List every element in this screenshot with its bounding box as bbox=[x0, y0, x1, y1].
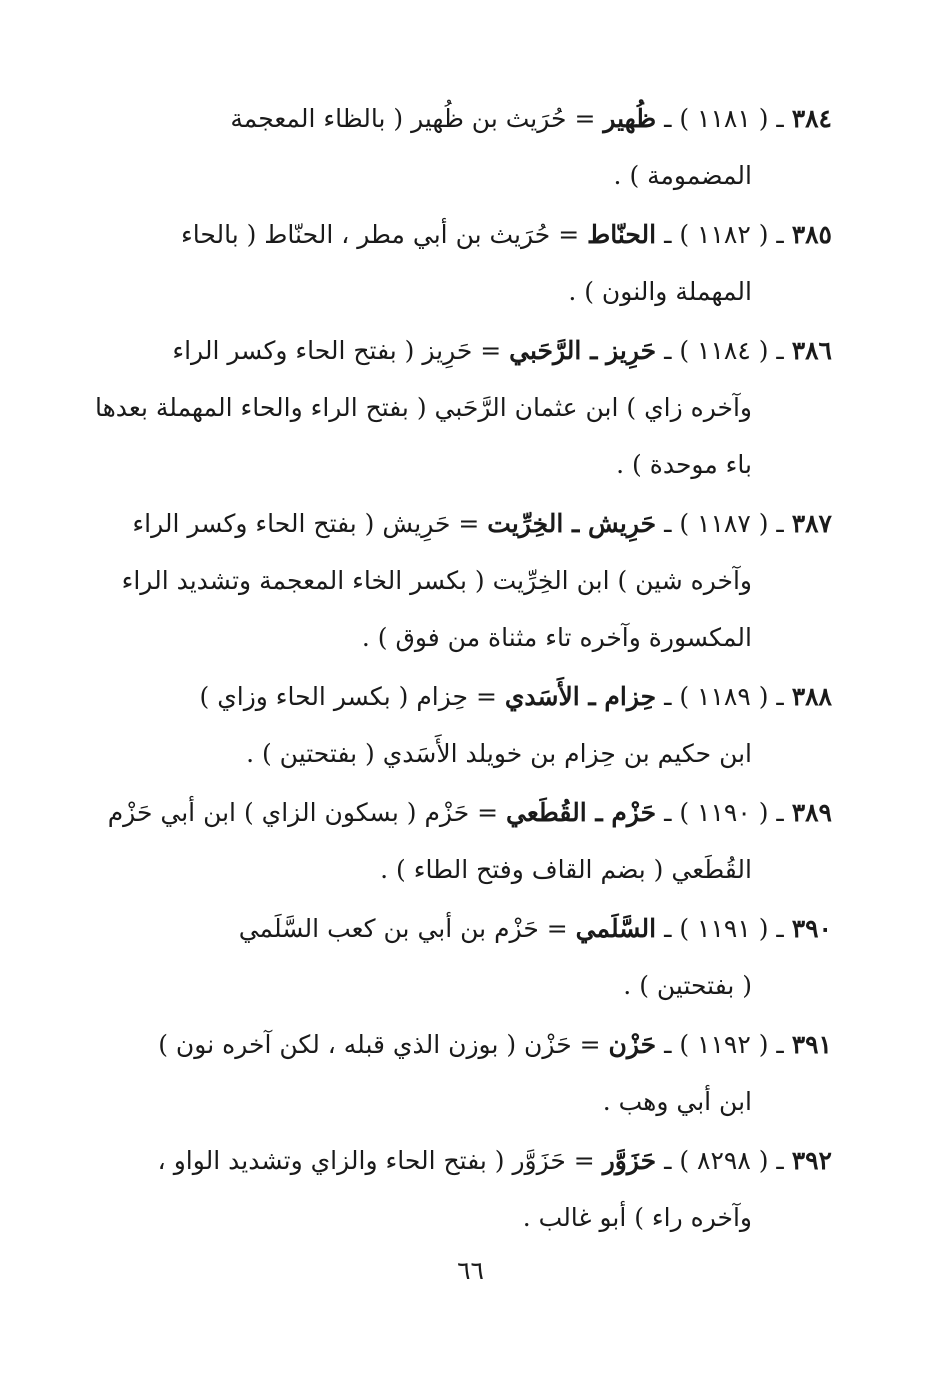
dash: ـ bbox=[664, 1030, 672, 1059]
entry-number: ٣٨٧ bbox=[791, 509, 832, 538]
dash: ـ bbox=[776, 914, 784, 943]
dash: ـ bbox=[776, 220, 784, 249]
entry-ref: ( ١١٩١ ) bbox=[679, 914, 769, 943]
entry-number: ٣٨٦ bbox=[791, 336, 832, 365]
dash: ـ bbox=[664, 914, 672, 943]
entry-ref: ( ٨٢٩٨ ) bbox=[679, 1146, 769, 1175]
entry-headword: حَزْن bbox=[608, 1030, 657, 1059]
dash: ـ bbox=[776, 336, 784, 365]
entry-continuation-line: القُطَعي ( بضم القاف وفتح الطاء ) . bbox=[380, 855, 752, 884]
entry-continuation-line: وآخره زاي ) ابن عثمان الرَّحَبي ( بفتح الراء والحاء المهملة بعدها bbox=[95, 393, 752, 422]
entry-390 bbox=[80, 900, 832, 1014]
entry-continuation-line: باء موحدة ) . bbox=[616, 450, 752, 479]
entry-headword: حَزَوَّر bbox=[602, 1146, 657, 1175]
dash: ـ bbox=[776, 104, 784, 133]
dash: ـ bbox=[776, 1030, 784, 1059]
entry-first-line bbox=[80, 495, 832, 552]
entry-385 bbox=[80, 206, 832, 320]
entry-number: ٣٩٢ bbox=[791, 1146, 832, 1175]
dash: ـ bbox=[776, 798, 784, 827]
dash: ـ bbox=[664, 682, 672, 711]
dash: ـ bbox=[664, 798, 672, 827]
entry-ref: ( ١١٨١ ) bbox=[679, 104, 769, 133]
entry-headword: حَزْم ـ القُطَعي bbox=[506, 798, 657, 827]
entry-387 bbox=[80, 495, 832, 666]
entry-text: = حَزْم ( بسكون الزاي ) ابن أبي حَزْم bbox=[107, 798, 499, 827]
entry-number: ٣٩٠ bbox=[791, 914, 832, 943]
entry-text: = حَزْن ( بوزن الذي قبله ، لكن آخره نون ) bbox=[158, 1030, 601, 1059]
entry-ref: ( ١١٨٧ ) bbox=[679, 509, 769, 538]
entry-first-line bbox=[80, 1132, 832, 1189]
entry-number: ٣٨٥ bbox=[791, 220, 832, 249]
entry-number: ٣٩١ bbox=[791, 1030, 832, 1059]
dash: ـ bbox=[664, 509, 672, 538]
entry-headword: ظُهير bbox=[603, 104, 657, 133]
entry-ref: ( ١١٩٠ ) bbox=[679, 798, 769, 827]
dash: ـ bbox=[664, 104, 672, 133]
entry-text: = حُرَيث بن أبي مطر ، الحنّاط ( بالحاء bbox=[180, 220, 580, 249]
entry-continuation-line: المهملة والنون ) . bbox=[568, 277, 752, 306]
entry-number: ٣٨٩ bbox=[791, 798, 832, 827]
dash: ـ bbox=[664, 336, 672, 365]
entry-384 bbox=[80, 90, 832, 204]
entry-continuation-line: المضمومة ) . bbox=[613, 161, 752, 190]
entry-headword: الحنّاط bbox=[587, 220, 657, 249]
entry-continuation-line: ابن أبي وهب . bbox=[602, 1087, 752, 1116]
entry-388 bbox=[80, 668, 832, 782]
entry-text: = حُرَيث بن ظُهير ( بالظاء المعجمة bbox=[230, 104, 596, 133]
entry-389 bbox=[80, 784, 832, 898]
entry-headword: حَرِيش ـ الخِرِّيت bbox=[487, 509, 657, 538]
entry-text: = حَزَوَّر ( بفتح الحاء والزاي وتشديد الواو ، bbox=[157, 1146, 595, 1175]
entry-text: = حَزْم بن أبي بن كعب السَّلَمي bbox=[238, 914, 568, 943]
entry-number: ٣٨٤ bbox=[791, 104, 832, 133]
entry-first-line bbox=[80, 1016, 832, 1073]
dash: ـ bbox=[664, 1146, 672, 1175]
entry-text: = حَرِيز ( بفتح الحاء وكسر الراء bbox=[172, 336, 502, 365]
dash: ـ bbox=[664, 220, 672, 249]
entry-386 bbox=[80, 322, 832, 493]
entry-392 bbox=[80, 1132, 832, 1246]
document-page bbox=[80, 90, 832, 1290]
entry-first-line bbox=[80, 668, 832, 725]
entry-headword: السَّلَمي bbox=[575, 914, 657, 943]
dash: ـ bbox=[776, 1146, 784, 1175]
entry-ref: ( ١١٨٩ ) bbox=[679, 682, 769, 711]
entry-headword: حِزام ـ الأَسَدي bbox=[504, 682, 657, 711]
entry-number: ٣٨٨ bbox=[791, 682, 832, 711]
entry-first-line bbox=[80, 206, 832, 263]
entry-ref: ( ١١٩٢ ) bbox=[679, 1030, 769, 1059]
entry-continuation-line: ابن حكيم بن حِزام بن خويلد الأَسَدي ( بفتحتين ) . bbox=[246, 739, 752, 768]
entry-text: = حَرِيش ( بفتح الحاء وكسر الراء bbox=[132, 509, 480, 538]
entry-continuation-line: وآخره راء ) أبو غالب . bbox=[522, 1203, 752, 1232]
entry-continuation-line: وآخره شين ) ابن الخِرِّيت ( بكسر الخاء المعجمة وتشديد الراء bbox=[121, 566, 752, 595]
entry-headword: حَرِيز ـ الرَّحَبي bbox=[509, 336, 657, 365]
dash: ـ bbox=[776, 509, 784, 538]
entry-first-line bbox=[80, 900, 832, 957]
entry-first-line bbox=[80, 90, 832, 147]
entry-ref: ( ١١٨٢ ) bbox=[679, 220, 769, 249]
dash: ـ bbox=[776, 682, 784, 711]
entry-continuation-line: المكسورة وآخره تاء مثناة من فوق ) . bbox=[361, 623, 752, 652]
entry-391 bbox=[80, 1016, 832, 1130]
entry-text: = حِزام ( بكسر الحاء وزاي ) bbox=[199, 682, 497, 711]
entry-continuation-line: ( بفتحتين ) . bbox=[623, 971, 752, 1000]
entry-first-line bbox=[80, 322, 832, 379]
entry-ref: ( ١١٨٤ ) bbox=[679, 336, 769, 365]
page-number: ٦٦ bbox=[457, 1256, 484, 1285]
entry-first-line bbox=[80, 784, 832, 841]
